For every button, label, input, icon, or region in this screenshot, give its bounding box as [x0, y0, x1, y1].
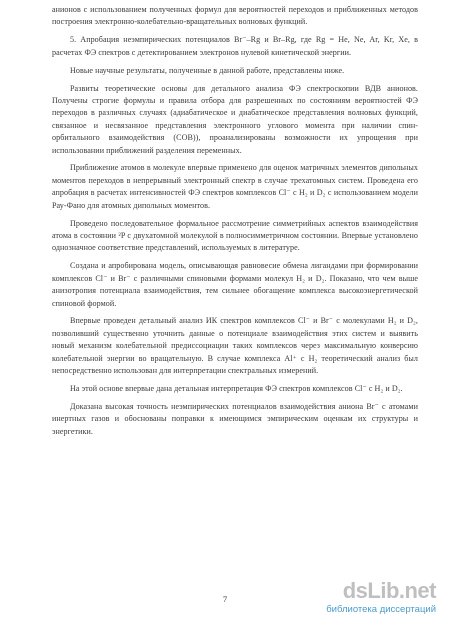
paragraph-5: Приближение атомов в молекуле впервые применено для оценок матричных элементов дипольных моментов переходов в непрерывный электронный спектр в случае трехатомных систем. Проведена его апробация в расчетах интенсивностей ФЭ спектров комплексов Cl⁻ с H₂ и D₂ с использованием модели Рау-Фано для атомных дипольных моментов. — [52, 163, 418, 210]
watermark — [290, 578, 440, 616]
paragraph-8: Впервые проведен детальный анализ ИК спектров комплексов Cl⁻ и Br⁻ с молекулами H₂ и D₂, позволивший существенно уточнить данные о потенциале взаимодействия этих систем и выявить новый механизм колебательной предиссоциации таких комплексов через максимальную конверсию колебательной энергии во вращательную. В случае комплекса Al⁺ с H₂ теоретический анализ был непосредственно использован для интерпретации спектральных измерений. — [52, 316, 418, 376]
paragraph-4: Развиты теоретические основы для детального анализа ФЭ спектроскопии ВДВ анионов. Получены строгие формулы и правила отбора для разрешенных по состояниям вероятностей ФЭ переходов в различных случаях (адиабатическое и диабатическое представления волновых функций, связанное и несвязанное представления электронного углового момента при наличии спин-орбитального взаимодействия (СОВ)), проанализированы возможности их упрощения при использовании приближений разделения переменных. — [52, 83, 418, 155]
paragraph-1: анионов с использованием полученных формул для вероятностей переходов и приближенных методов построения электронно-колебательно-вращательных волновых функций. — [52, 5, 418, 27]
paragraph-2: 5. Апробация неэмпирических потенциалов Br⁻–Rg и Br–Rg, где Rg = He, Ne, Ar, Kr, Xe, в расчетах ФЭ спектров с детектированием электронов нулевой кинетической энергии. — [52, 35, 418, 57]
watermark-logo: dsLib.net — [342, 578, 436, 603]
page-body — [52, 4, 418, 438]
paragraph-9: На этой основе впервые дана детальная интерпретация ФЭ спектров комплексов Cl⁻ с H₂ и D₂. — [70, 383, 403, 393]
paragraph-7: Создана и апробирована модель, описывающая равновесие обмена лигандами при формировании комплексов Cl⁻ и Br⁻ с различными спиновыми формами молекул H₂ и D₂. Показано, что чем выше анизотропия потенциала взаимодействия, тем сильнее обогащение комплекса высокоэнергетической спиновой формой. — [52, 261, 418, 308]
page-number: 7 — [222, 594, 228, 604]
paragraph-6: Проведено последовательное формальное рассмотрение симметрийных аспектов взаимодействия атома в состоянии ²P с двухатомной молекулой в полносимметричном состоянии. Впервые установлено однозначное соответствие представлений, используемых в литературе. — [52, 218, 418, 253]
paragraph-3: Новые научные результаты, полученные в данной работе, представлены ниже. — [70, 65, 345, 75]
paragraph-10: Доказана высокая точность неэмпирических потенциалов взаимодействия аниона Br⁻ с атомами инертных газов и обоснованы поправки к имеющимся эмпирическим оценкам их структуры и энергетики. — [52, 401, 418, 436]
watermark-tagline: библиотека диссертаций — [326, 604, 436, 615]
